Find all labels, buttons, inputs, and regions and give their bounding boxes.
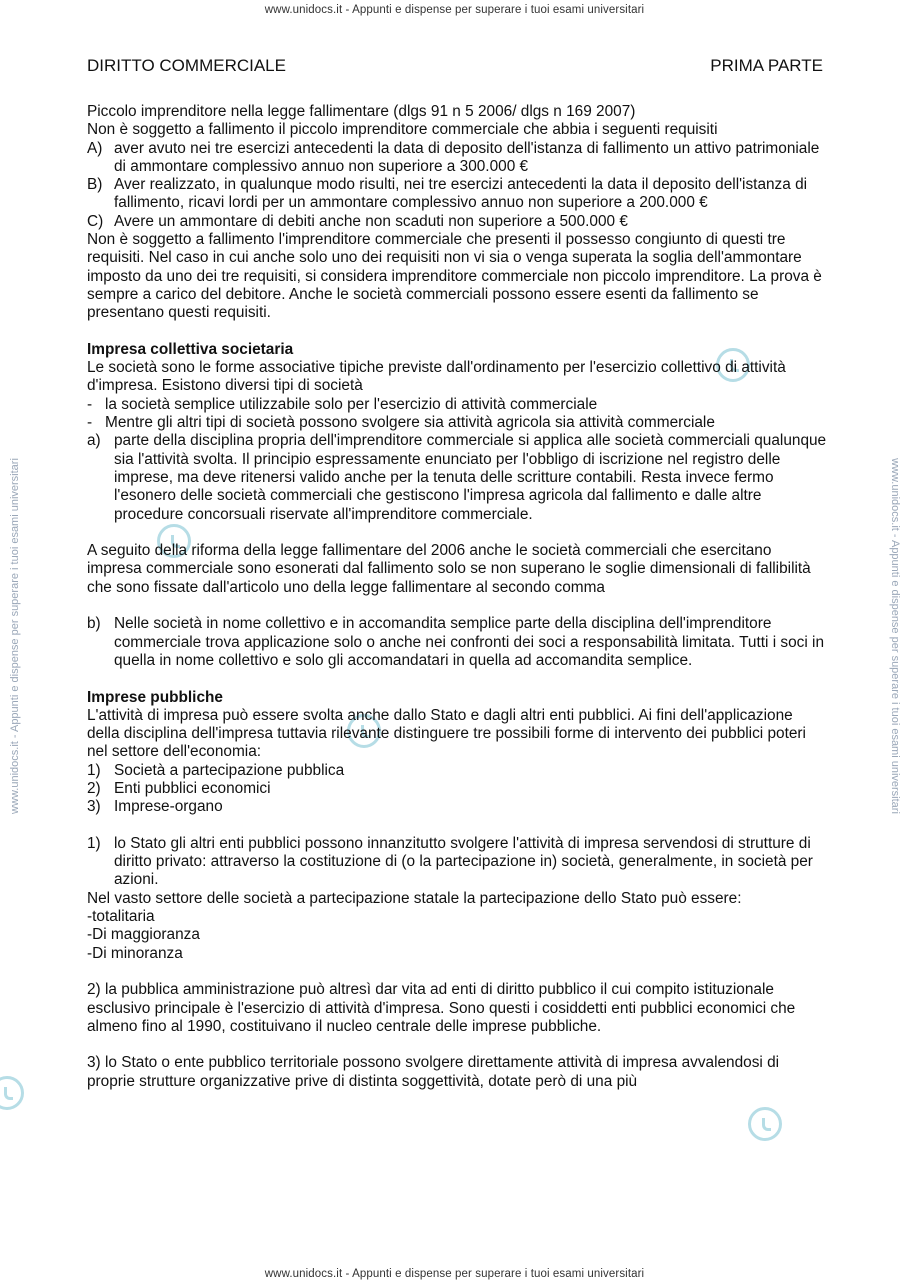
list-marker: A): [87, 139, 103, 157]
paragraph: Piccolo imprenditore nella legge fallimentare (dlgs 91 n 5 2006/ dlgs n 169 2007): [87, 103, 636, 120]
list-item-text: Enti pubblici economici: [114, 779, 271, 797]
list-item-text: Aver realizzato, in qualunque modo risulti, nei tre esercizi antecedenti la data il deposito dell'istanza di fallimento, ricavi lordi per un ammontare complessivo annuo non superiore a 200.000 €: [114, 176, 808, 212]
paragraph: A seguito della riforma della legge fallimentare del 2006 anche le società commerciali che esercitano impresa commerciale sono esonerati dal fallimento solo se non superano le soglie dimensionali di fallibilità che sono fissate dall'articolo uno della legge fallimentare al secondo comma: [87, 542, 811, 596]
list-marker: a): [87, 432, 101, 450]
list-item-text: la società semplice utilizzabile solo per l'esercizio di attività commerciale: [105, 395, 598, 413]
document-body: [87, 103, 827, 1091]
watermark-right: www.unidocs.it - Appunti e dispense per superare i tuoi esami universitari: [889, 458, 901, 814]
paragraph: Le società sono le forme associative tipiche previste dall'ordinamento per l'esercizio collettivo di attività d'impresa. Esistono diversi tipi di società: [87, 359, 786, 395]
paragraph: Nel vasto settore delle società a partecipazione statale la partecipazione dello Stato può essere:: [87, 889, 742, 907]
paragraph: -Di minoranza: [87, 944, 183, 962]
list-item: [87, 762, 827, 780]
list-marker: 1): [87, 761, 101, 779]
header-section: PRIMA PARTE: [710, 56, 823, 75]
paragraph-gap: [87, 1036, 827, 1054]
section-heading: Imprese pubbliche: [87, 688, 223, 706]
paragraph-gap: [87, 323, 827, 341]
paragraph-gap: [87, 963, 827, 981]
paragraph-gap: [87, 524, 827, 542]
watermark-top: www.unidocs.it - Appunti e dispense per superare i tuoi esami universitari: [264, 4, 645, 16]
bullet-item: [87, 396, 827, 414]
paragraph: L'attività di impresa può essere svolta anche dallo Stato e dagli altri enti pubblici. Ai fini dell'applicazione della disciplina dell'impresa tuttavia rilevante distinguere tre possibili forme di intervento dei pubblici poteri nel settore dell'economia:: [87, 706, 806, 761]
list-item-text: Società a partecipazione pubblica: [114, 761, 345, 779]
paragraph: 2) la pubblica amministrazione può altresì dar vita ad enti di diritto pubblico il cui compito istituzionale esclusivo principale è l'esercizio di attività d'impresa. Sono questi i cosiddetti enti pubblici economici che almeno fino al 1990, costituivano il nucleo centrale delle imprese pubbliche.: [87, 981, 796, 1035]
list-item: [87, 432, 827, 523]
watermark-left: www.unidocs.it - Appunti e dispense per superare i tuoi esami universitari: [9, 458, 21, 814]
list-marker: C): [87, 212, 104, 230]
paragraph-gap: [87, 597, 827, 615]
list-item: [87, 176, 827, 213]
list-item-text: Nelle società in nome collettivo e in accomandita semplice parte della disciplina dell'imprenditore commerciale trova applicazione solo o anche nei confronti dei soci a responsabilità limitata. Tutti i soci in quella in nome collettivo e solo gli accomandatari in quella ad accomandita semplice.: [114, 615, 825, 669]
list-item-text: Avere un ammontare di debiti anche non scaduti non superiore a 500.000 €: [114, 212, 628, 230]
watermark-logo-icon: [0, 1076, 24, 1110]
list-marker: 2): [87, 779, 101, 797]
list-item-text: parte della disciplina propria dell'imprenditore commerciale si applica alle società commerciali qualunque sia l'attività svolta. Il principio espressamente enunciato per l'obbligo di iscrizione nel registro delle imprese, ma deve ritenersi valido anche per la tenuta delle scritture contabili. Resta invece fermo l'esonero delle società commerciali che gestiscono l'impresa agricola dal fallimento e dalle altre procedure concorsuali riservate all'imprenditore commerciale.: [114, 432, 827, 523]
list-item-text: Mentre gli altri tipi di società possono svolgere sia attività agricola sia attività commerciale: [105, 414, 715, 432]
list-item: [87, 615, 827, 670]
paragraph: Non è soggetto a fallimento il piccolo imprenditore commerciale che abbia i seguenti requisiti: [87, 121, 718, 139]
section-heading: Impresa collettiva societaria: [87, 340, 294, 358]
list-marker: 3): [87, 798, 101, 816]
list-item: [87, 798, 827, 816]
list-marker: -: [87, 414, 93, 432]
list-item-text: lo Stato gli altri enti pubblici possono innanzitutto svolgere l'attività di impresa servendosi di strutture di diritto privato: attraverso la costituzione di (o la partecipazione in) società, generalmente, in società per azioni.: [114, 834, 813, 889]
paragraph: Non è soggetto a fallimento l'imprenditore commerciale che presenti il possesso congiunto di questi tre requisiti. Nel caso in cui anche solo uno dei requisiti non vi sia o venga superata la soglia dell'ammontare imposto da uno dei tre requisiti, si considera imprenditore commerciale non piccolo imprenditore. La prova è sempre a carico del debitore. Anche le società commerciali possono essere esenti da fallimento se presentano questi requisiti.: [87, 231, 822, 322]
header-subject: DIRITTO COMMERCIALE: [87, 56, 286, 75]
watermark-bottom: www.unidocs.it - Appunti e dispense per superare i tuoi esami universitari: [264, 1268, 645, 1280]
list-marker: B): [87, 176, 103, 194]
list-item: [87, 213, 827, 231]
paragraph: 3) lo Stato o ente pubblico territoriale possono svolgere direttamente attività di impresa avvalendosi di proprie strutture organizzative prive di distinta soggettività, dotate però di una più: [87, 1054, 780, 1090]
watermark-logo-icon: [748, 1107, 782, 1141]
paragraph-gap: [87, 670, 827, 688]
bullet-item: [87, 414, 827, 432]
list-marker: b): [87, 615, 101, 633]
list-marker: 1): [87, 834, 101, 852]
list-marker: -: [87, 395, 93, 413]
list-item: [87, 140, 827, 177]
paragraph: -Di maggioranza: [87, 926, 200, 944]
list-item-text: aver avuto nei tre esercizi antecedenti la data di deposito dell'istanza di fallimento un attivo patrimoniale di ammontare complessivo annuo non superiore a 300.000 €: [114, 139, 820, 175]
list-item: [87, 835, 827, 890]
list-item: [87, 780, 827, 798]
paragraph-gap: [87, 817, 827, 835]
paragraph: -totalitaria: [87, 908, 155, 926]
page-header: [87, 56, 823, 76]
list-item-text: Imprese-organo: [114, 798, 223, 816]
